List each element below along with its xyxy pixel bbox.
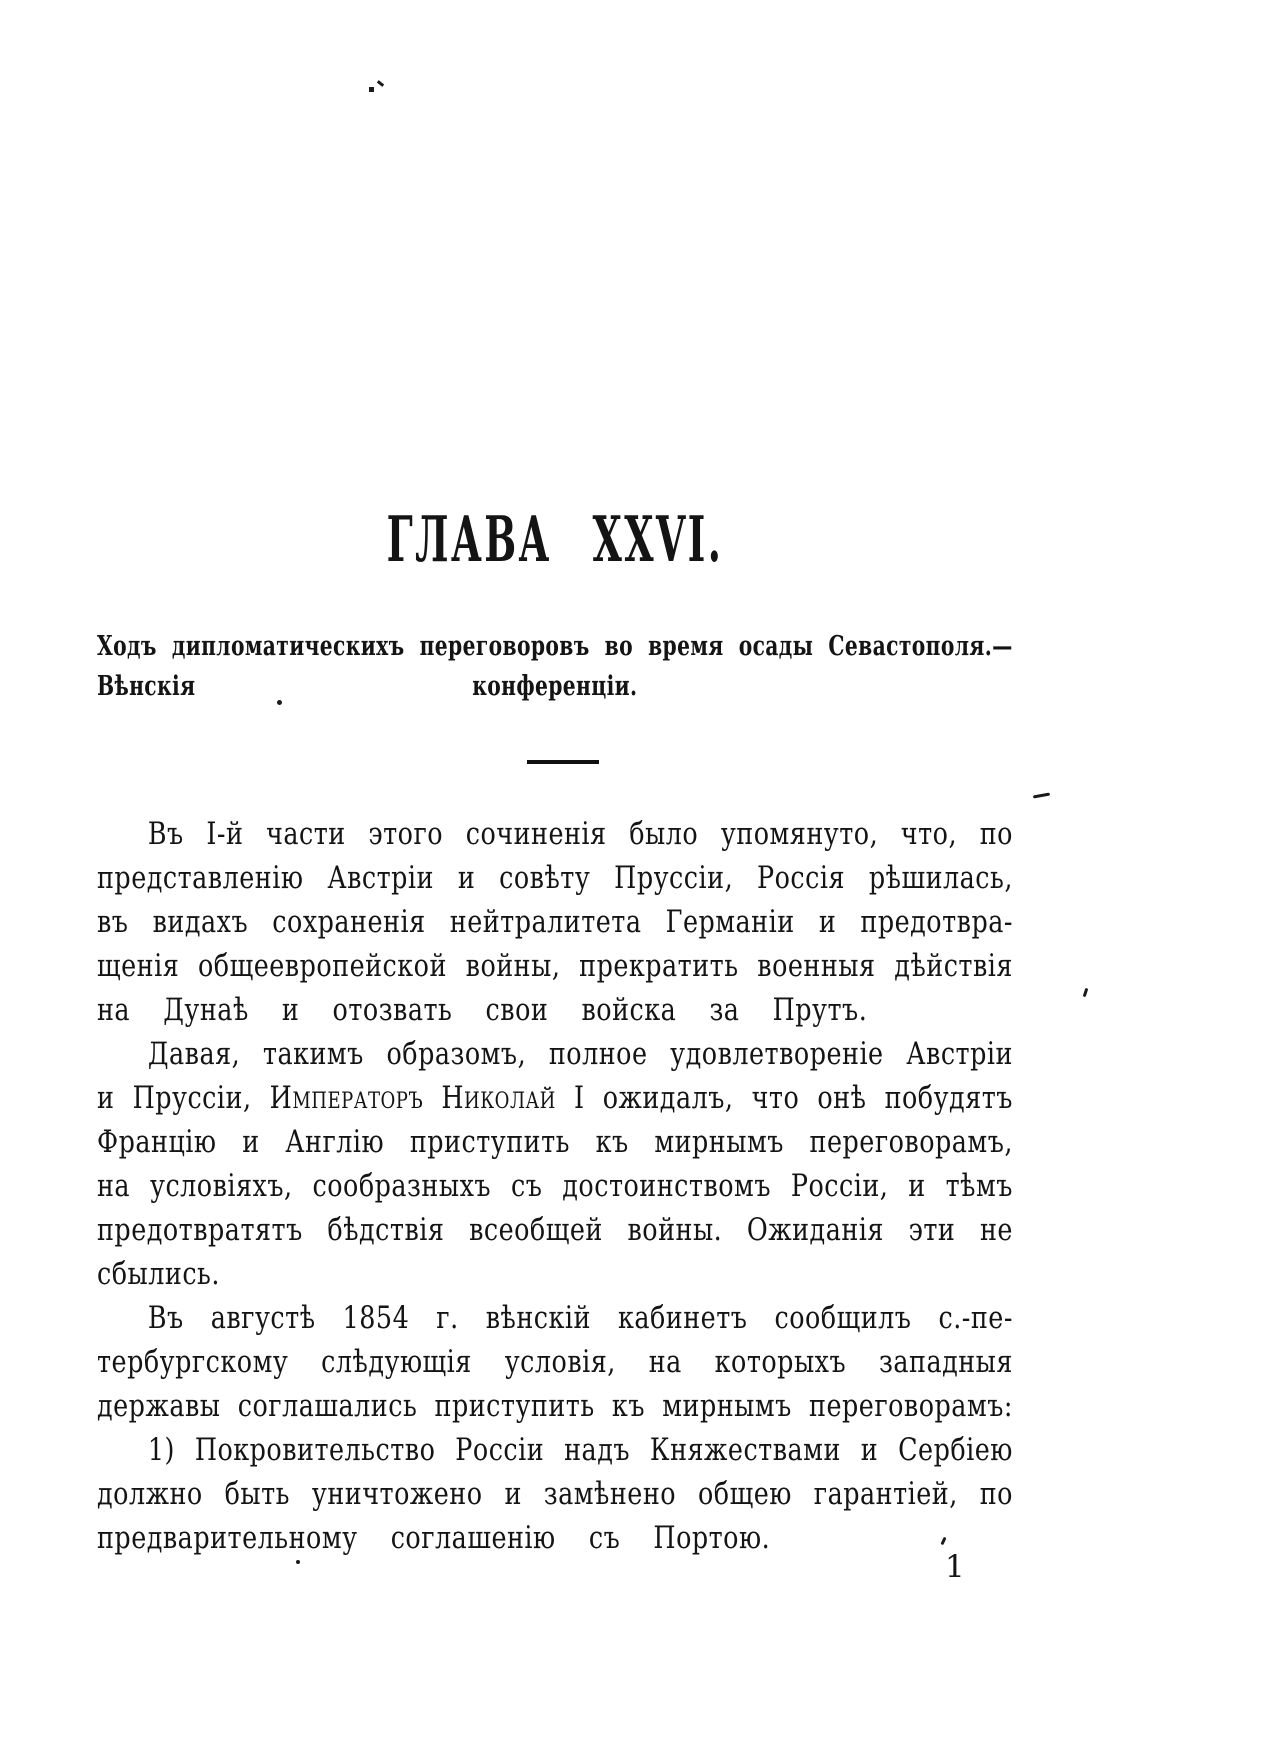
text-line: на Дунаѣ и отозвать свои войска за Прутъ. (97, 992, 868, 1028)
scan-artifact (277, 700, 282, 705)
text-line: въ видахъ сохраненія нейтралитета Германіи и предотвра- (97, 904, 1013, 940)
text-line: должно быть уничтожено и замѣнено общею гарантіей, по (97, 1476, 1013, 1512)
section-divider-rule (527, 760, 599, 764)
text-line: щенія общеевропейской войны, прекратить военныя дѣйствія (97, 948, 1013, 984)
page-number: 1 (945, 1549, 965, 1585)
text-line: Въ августѣ 1854 г. вѣнскій кабинетъ сообщилъ с.-пе- (147, 1300, 1013, 1336)
scan-artifact (377, 80, 384, 87)
scan-artifact (296, 1560, 300, 1564)
scan-artifact (369, 87, 374, 92)
text-line: предотвратятъ бѣдствія всеобщей войны. Ожиданія эти не (97, 1212, 1013, 1248)
scan-artifact (1083, 988, 1089, 997)
emperor-name-smallcaps: Императоръ Николай I (269, 1080, 585, 1116)
text-line: на условіяхъ, сообразныхъ съ достоинствомъ Россіи, и тѣмъ (97, 1168, 1013, 1204)
subtitle-line: конференціи. (472, 671, 638, 702)
text-segment: ожидалъ, что онѣ побудятъ (584, 1080, 1013, 1116)
text-line: 1) Покровительство Россіи надъ Княжествами и Сербіею (147, 1432, 1013, 1468)
chapter-title: ГЛАВА XXVI. (386, 502, 724, 576)
text-line: Въ I-й части этого сочиненія было упомянуто, что, по (147, 816, 1013, 852)
text-line: Давая, такимъ образомъ, полное удовлетвореніе Австріи (147, 1036, 1013, 1072)
text-line: представленію Австріи и совѣту Пруссіи, Россія рѣшилась, (97, 860, 1013, 896)
text-line: державы соглашались приступить къ мирнымъ переговорамъ: (97, 1388, 1013, 1424)
text-line: сбылись. (97, 1256, 220, 1292)
text-line: тербургскому слѣдующія условія, на которыхъ западныя (97, 1344, 1013, 1380)
text-line: Францію и Англію приступить къ мирнымъ переговорамъ, (97, 1124, 1013, 1160)
body-text (97, 812, 1013, 1560)
text-segment: и Пруссіи, (97, 1080, 270, 1116)
subtitle-line: Ходъ дипломатическихъ переговоровъ во время осады Севастополя.—Вѣнскія (97, 631, 1013, 702)
text-line: предварительному соглашенію съ Портою. (97, 1520, 771, 1556)
text-line (97, 1076, 1013, 1120)
scan-artifact (1033, 793, 1050, 799)
chapter-subtitle (97, 627, 1013, 707)
